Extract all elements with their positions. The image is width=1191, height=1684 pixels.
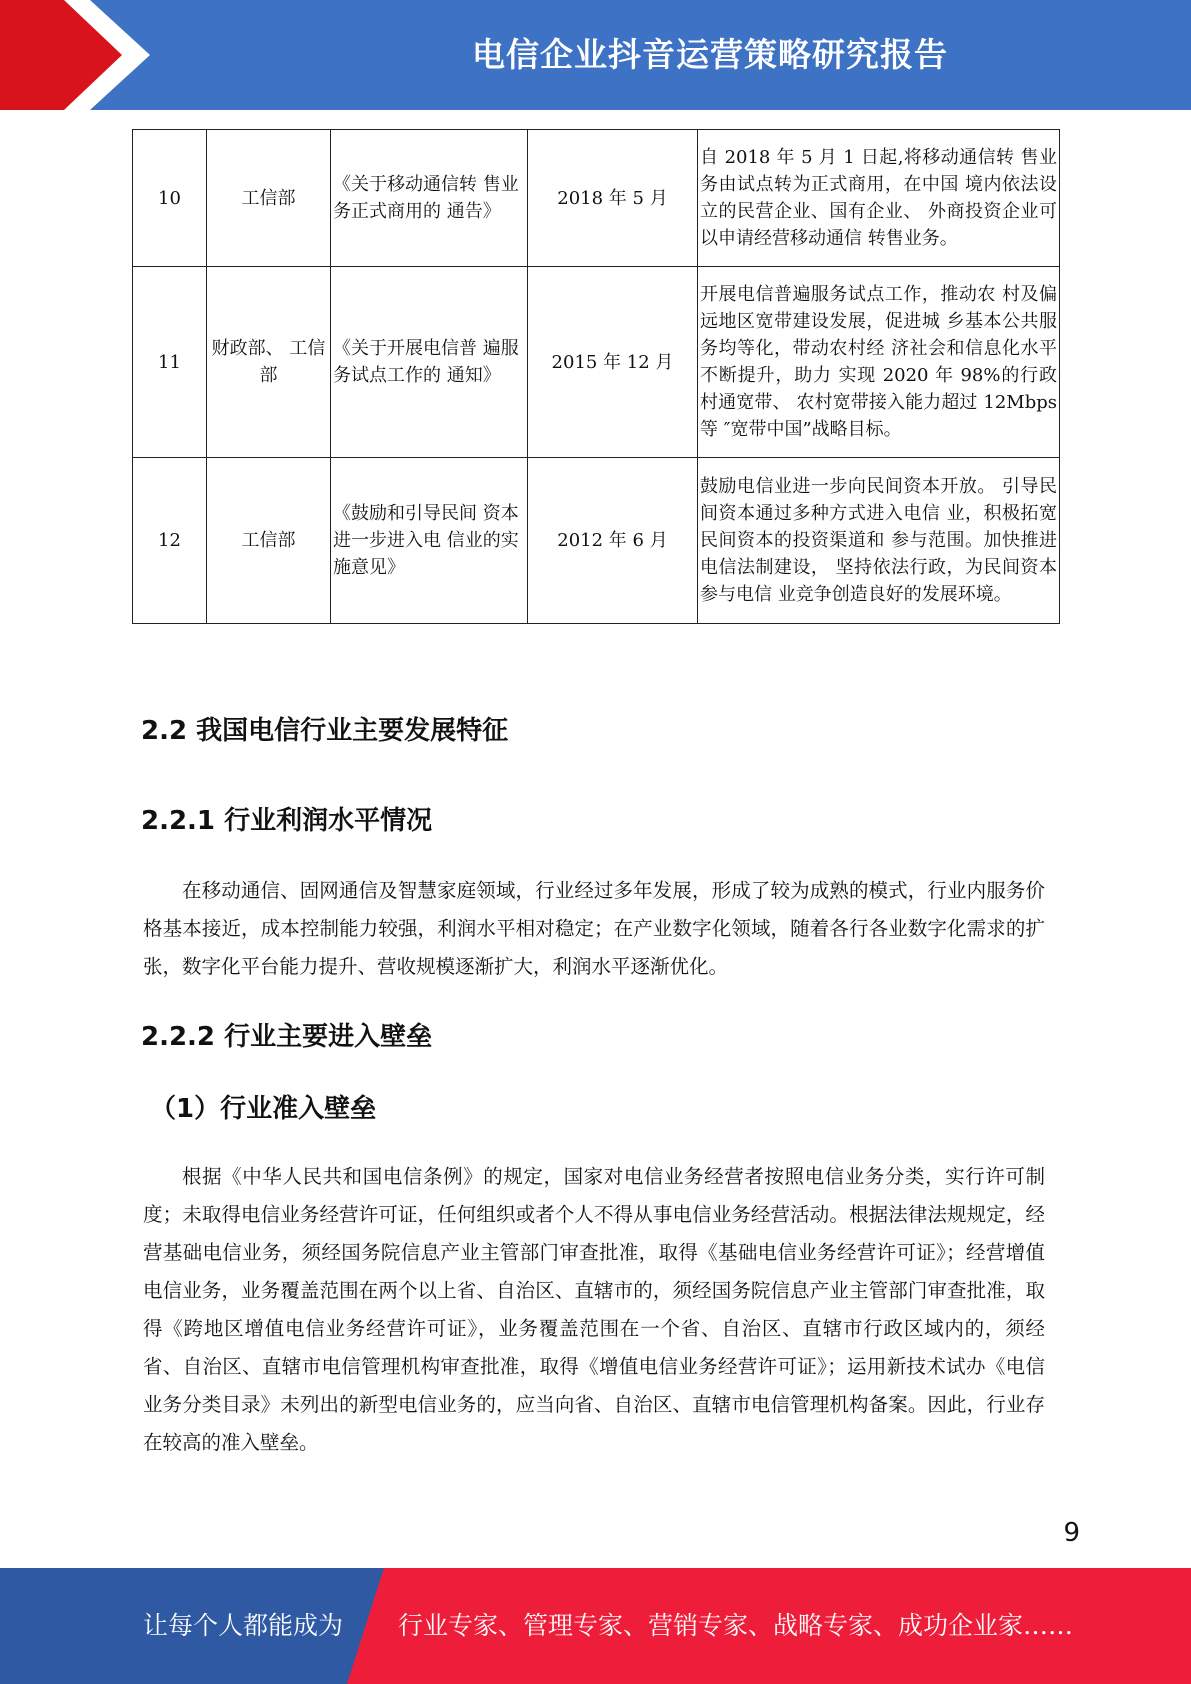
row-number: 12 [133, 458, 207, 624]
table-row [133, 267, 1060, 458]
row-description: 自 2018 年 5 月 1 日起,将移动通信转 售业务由试点转为正式商用，在中国 境内依法设立的民营企业、国有企业、 外商投资企业可以申请经营移动通信 转售业务。 [698, 130, 1060, 267]
row-description: 鼓励电信业进一步向民间资本开放。 引导民间资本通过多种方式进入电信 业，积极拓宽民间资本的投资渠道和 参与范围。加快推进电信法制建设， 坚持依法行政，为民间资本参与电信 业竞争创造良好的发展环境。 [698, 458, 1060, 624]
section-heading-2-2-2: 2.2.2 行业主要进入壁垒 [141, 1022, 433, 1052]
row-number: 10 [133, 130, 207, 267]
row-date: 2012 年 6 月 [528, 458, 698, 624]
report-title: 电信企业抖音运营策略研究报告 [472, 35, 948, 74]
profit-paragraph: 在移动通信、固网通信及智慧家庭领域，行业经过多年发展，形成了较为成熟的模式，行业内服务价格基本接近，成本控制能力较强，利润水平相对稳定；在产业数字化领域，随着各行各业数字化需求的扩张，数字化平台能力提升、营收规模逐渐扩大，利润水平逐渐优化。 [143, 879, 1045, 978]
entry-barrier-paragraph: 根据《中华人民共和国电信条例》的规定，国家对电信业务经营者按照电信业务分类，实行许可制度；未取得电信业务经营许可证，任何组织或者个人不得从事电信业务经营活动。根据法律法规规定，经营基础电信业务，须经国务院信息产业主管部门审查批准，取得《基础电信业务经营许可证》；经营增值电信业务，业务覆盖范围在两个以上省、自治区、直辖市的，须经国务院信息产业主管部门审查批准，取得《跨地区增值电信业务经营许可证》，业务覆盖范围在一个省、自治区、直辖市行政区域内的，须经省、自治区、直辖市电信管理机构审查批准，取得《增值电信业务经营许可证》；运用新技术试办《电信业务分类目录》未列出的新型电信业务的，应当向省、自治区、直辖市电信管理机构备案。因此，行业存在较高的准入壁垒。 [143, 1165, 1045, 1454]
page-number: 9 [1063, 1518, 1080, 1548]
row-description: 开展电信普遍服务试点工作，推动农 村及偏远地区宽带建设发展，促进城 乡基本公共服务均等化，带动农村经 济社会和信息化水平不断提升，助力 实现 2020 年 98%的行政村通宽带、 农村宽带接入能力超过 12Mbps 等 ″宽带中国”战略目标。 [698, 267, 1060, 458]
header-arrow-decoration [0, 0, 150, 110]
row-policy-title: 《关于移动通信转 售业务正式商用的 通告》 [331, 130, 528, 267]
footer-slogan-left: 让每个人都能成为 [143, 1611, 344, 1640]
section-heading-2-2: 2.2 我国电信行业主要发展特征 [141, 716, 509, 746]
row-date: 2018 年 5 月 [528, 130, 698, 267]
row-department: 财政部、 工信部 [207, 267, 331, 458]
table-row [133, 130, 1060, 267]
sub-heading-entry-barrier: （1）行业准入壁垒 [150, 1094, 377, 1124]
section-heading-2-2-1: 2.2.1 行业利润水平情况 [141, 806, 433, 836]
page-footer [0, 1568, 1191, 1684]
page-header [0, 0, 1191, 110]
row-policy-title: 《鼓励和引导民间 资本进一步进入电 信业的实施意见》 [331, 458, 528, 624]
footer-slogan-right: 行业专家、管理专家、营销专家、战略专家、成功企业家…… [398, 1611, 1074, 1640]
row-department: 工信部 [207, 130, 331, 267]
row-policy-title: 《关于开展电信普 遍服务试点工作的 通知》 [331, 267, 528, 458]
row-number: 11 [133, 267, 207, 458]
row-department: 工信部 [207, 458, 331, 624]
table-row [133, 458, 1060, 624]
row-date: 2015 年 12 月 [528, 267, 698, 458]
policy-table [132, 129, 1060, 624]
